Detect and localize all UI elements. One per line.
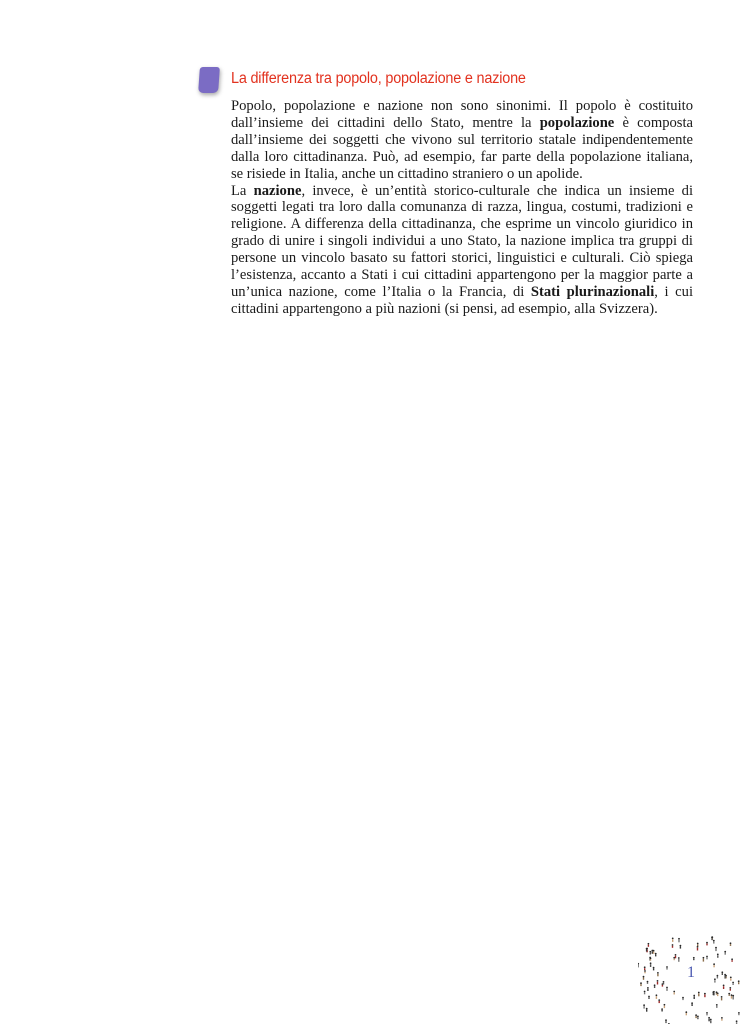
crowd-figure bbox=[693, 957, 695, 960]
crowd-figure bbox=[672, 944, 674, 948]
crowd-figure bbox=[644, 966, 646, 970]
section-heading: La differenza tra popolo, popolazione e nazione bbox=[231, 70, 526, 87]
crowd-figure bbox=[717, 975, 719, 979]
crowd-figure bbox=[666, 987, 668, 991]
crowd-figure bbox=[644, 991, 646, 995]
term-popolazione: popolazione bbox=[539, 114, 615, 131]
term-nazione: nazione bbox=[253, 182, 302, 199]
crowd-figure bbox=[657, 980, 659, 985]
crowd-figure bbox=[706, 942, 708, 946]
crowd-figure bbox=[647, 981, 649, 984]
crowd-figure bbox=[673, 991, 675, 995]
crowd-figure bbox=[717, 954, 719, 958]
crowd-figure bbox=[704, 993, 706, 998]
crowd-figure bbox=[653, 950, 655, 954]
paragraph-2 bbox=[231, 183, 693, 318]
term-stati-plurinazionali: Stati plurinazionali bbox=[530, 283, 655, 300]
crowd-figure bbox=[658, 999, 660, 1003]
crowd-figure bbox=[646, 948, 648, 952]
crowd-figure bbox=[678, 938, 680, 942]
crowd-figure bbox=[724, 974, 726, 979]
crowd-figure bbox=[698, 992, 700, 997]
crowd-figure bbox=[697, 943, 699, 947]
crowd-figure bbox=[649, 951, 651, 955]
crowd-figure bbox=[721, 1017, 723, 1021]
crowd-figure bbox=[691, 1002, 693, 1006]
crowd-figure bbox=[713, 963, 715, 967]
crowd-figure bbox=[697, 1016, 699, 1020]
crowd-figure bbox=[643, 1004, 645, 1008]
crowd-figure bbox=[672, 938, 674, 942]
crowd-figure bbox=[644, 970, 646, 973]
crowd-figure bbox=[685, 1011, 687, 1015]
crowd-figure bbox=[665, 1019, 667, 1023]
crowd-figure bbox=[721, 971, 723, 975]
crowd-figure bbox=[695, 1014, 697, 1018]
crowd-figure bbox=[653, 967, 655, 971]
paragraph-2-text-a: La bbox=[231, 182, 254, 199]
crowd-figure bbox=[647, 987, 649, 991]
crowd-figure bbox=[646, 1008, 648, 1012]
crowd-figure bbox=[738, 1012, 740, 1015]
crowd-figure bbox=[731, 994, 733, 998]
crowd-figure bbox=[643, 976, 645, 980]
page-number: 1 bbox=[687, 964, 695, 981]
crowd-figure bbox=[697, 946, 699, 951]
crowd-figure bbox=[730, 942, 732, 946]
crowd-figure bbox=[724, 951, 726, 955]
crowd-figure bbox=[648, 996, 650, 999]
crowd-figure bbox=[730, 977, 732, 981]
crowd-figure bbox=[666, 966, 668, 970]
crowd-figure bbox=[664, 1004, 666, 1008]
crowd-figure bbox=[638, 963, 639, 968]
crowd-figure bbox=[723, 985, 725, 990]
crowd-figure bbox=[663, 981, 665, 985]
crowd-figure bbox=[710, 1019, 712, 1024]
crowd-figure bbox=[657, 972, 659, 976]
crowd-figure bbox=[706, 1012, 708, 1015]
crowd-figure bbox=[729, 987, 731, 991]
crowd-figure bbox=[640, 982, 642, 986]
crowd-figure bbox=[654, 984, 656, 988]
crowd-figure bbox=[703, 957, 705, 962]
paragraph-1-text-a: Popolo, popolazione e nazione non sono sinonimi. Il popolo è costituito dall’insieme dei cittadini dello Stato, mentre la bbox=[231, 98, 693, 131]
crowd-figure bbox=[721, 996, 723, 1000]
crowd-figure bbox=[736, 1020, 738, 1024]
crowd-figure bbox=[648, 943, 650, 947]
crowd-figure bbox=[706, 956, 708, 960]
crowd-figure bbox=[711, 936, 713, 940]
crowd-figure bbox=[678, 957, 680, 962]
crowd-figure bbox=[738, 980, 740, 984]
crowd-figure bbox=[655, 953, 657, 957]
crowd-figure bbox=[732, 995, 734, 1000]
crowd-figure bbox=[732, 982, 734, 985]
crowd-figure bbox=[731, 958, 733, 961]
crowd-figure bbox=[661, 1008, 663, 1011]
crowd-figure bbox=[716, 1004, 718, 1008]
paragraph-1-text-b: è composta dall’insieme dei soggetti che vivono sul territorio statale indipendentemente dalla loro cittadinanza. Può, ad esempio, far parte della popolazione italiana, se risiede in Italia, anche un cittadino straniero o un apolide. bbox=[231, 114, 693, 182]
crowd-figure bbox=[656, 994, 658, 999]
paragraph-2-text-b: , invece, è un’entità storico-culturale che indica un insieme di soggetti legati tra loro dalla comunanza di razza, lingua, costumi, tradizioni e religione. A differenza della cittadinanza, che esprime un vincolo giuridico in grado di unire i singoli individui a uno Stato, la nazione implica tra gruppi di persone un vincolo basato su fattori storici, linguistici e culturali. Ciò spiega l’esistenza, accanto a Stati i cui cittadini appartengono per la maggior parte a un’unica nazione, come l’Italia o la Francia, di bbox=[231, 182, 693, 300]
crowd-figure bbox=[680, 945, 682, 949]
crowd-figure bbox=[715, 947, 717, 951]
crowd-figure bbox=[693, 995, 695, 999]
crowd-figure bbox=[728, 993, 730, 996]
crowd-figure bbox=[673, 957, 675, 960]
crowd-figure bbox=[682, 997, 684, 1000]
crowd-figure bbox=[713, 991, 715, 996]
body-text bbox=[231, 98, 693, 318]
crowd-figure bbox=[714, 978, 716, 982]
crowd-figure bbox=[650, 962, 652, 967]
crowd-figure bbox=[708, 1017, 710, 1021]
section-marker-icon bbox=[198, 67, 220, 93]
crowd-figure bbox=[713, 940, 715, 944]
paragraph-2-text-c: , i cui cittadini appartengono a più nazioni (si pensi, ad esempio, alla Svizzera). bbox=[231, 283, 693, 317]
paragraph-1 bbox=[231, 98, 693, 183]
